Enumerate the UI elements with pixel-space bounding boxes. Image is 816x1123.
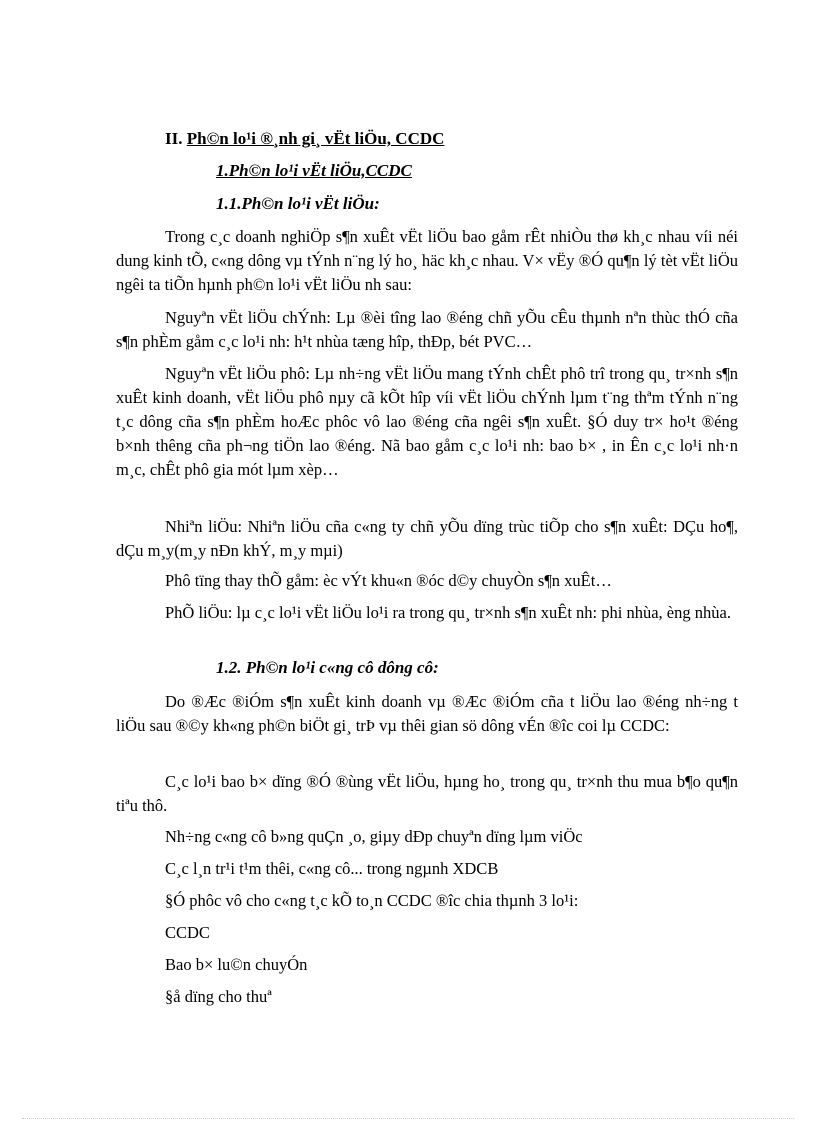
section-title-text: Ph©n lo¹i ®¸nh gi¸ vËt liÖu, CCDC bbox=[186, 129, 445, 148]
paragraph-tools-intro: Do ®Æc ®iÓm s¶n xuÊt kinh doanh vµ ®Æc ®iÓm cña t liÖu lao ®éng nh÷ng t liÖu sau ®©y kh«ng ph©n biÖt gi¸ trÞ vµ thêi gian sö dông vÉn ®îc coi lµ CCDC: bbox=[116, 692, 738, 735]
subsection-title-text: 1.Ph©n lo¹i vËt liÖu,CCDC bbox=[216, 161, 412, 180]
list-item-rental-items: §å dïng cho thuª bbox=[165, 987, 272, 1006]
list-item-classification: §Ó phôc vô cho c«ng t¸c kÕ to¸n CCDC ®îc chia thµnh 3 lo¹i: bbox=[165, 891, 579, 910]
subsubsection-title-2: 1.2. Ph©n lo¹i c«ng cô dông cô: bbox=[216, 658, 439, 677]
section-number: II. bbox=[165, 129, 187, 148]
list-item-temporary-sheds: C¸c l¸n tr¹i t¹m thêi, c«ng cô... trong ngµnh XDCB bbox=[165, 859, 499, 878]
list-item-ccdc: CCDC bbox=[165, 923, 210, 942]
paragraph-main-materials: Nguyªn vËt liÖu chÝnh: Lµ ®èi tîng lao ®éng chñ yÕu cÊu thµnh nªn thùc thÓ cña s¶n phÈm gåm c¸c lo¹i nh: h¹t nhùa tæng hîp, thÐp, bét PVC… bbox=[116, 308, 738, 351]
subsection-title bbox=[216, 160, 412, 182]
list-item-work-clothing: Nh÷ng c«ng cô b»ng quÇn ¸o, giµy dÐp chuyªn dïng lµm viÖc bbox=[165, 827, 583, 846]
section-title bbox=[165, 128, 444, 150]
paragraph-packaging: C¸c lo¹i bao b× dïng ®Ó ®ùng vËt liÖu, hµng ho¸ trong qu¸ tr×nh thu mua b¶o qu¶n tiªu thô. bbox=[116, 772, 738, 815]
paragraph-scrap: PhÕ liÖu: lµ c¸c lo¹i vËt liÖu lo¹i ra trong qu¸ tr×nh s¶n xuÊt nh: phi nhùa, èng nhùa. bbox=[165, 603, 731, 622]
paragraph-spare-parts: Phô tïng thay thÕ gåm: èc vÝt khu«n ®óc d©y chuyÒn s¶n xuÊt… bbox=[165, 571, 612, 590]
paragraph-fuel: Nhiªn liÖu: Nhiªn liÖu cña c«ng ty chñ yÕu dïng trùc tiÕp cho s¶n xuÊt: DÇu ho¶, dÇu m¸y(m¸y nÐn khÝ, m¸y mµi) bbox=[116, 517, 738, 560]
subsubsection-title-1: 1.1.Ph©n lo¹i vËt liÖu: bbox=[216, 194, 380, 213]
paragraph-intro: Trong c¸c doanh nghiÖp s¶n xuÊt vËt liÖu bao gåm rÊt nhiÒu thø kh¸c nhau víi néi dung kinh tÕ, c«ng dông vµ tÝnh n¨ng lý ho¸ häc kh¸c nhau. V× vËy ®Ó qu¶n lý tèt vËt liÖu ngêi ta tiÕn hµnh ph©n lo¹i vËt liÖu nh sau: bbox=[116, 227, 738, 294]
paragraph-auxiliary-materials: Nguyªn vËt liÖu phô: Lµ nh÷ng vËt liÖu mang tÝnh chÊt phô trî trong qu¸ tr×nh s¶n xuÊt kinh doanh, vËt liÖu phô nµy cã kÕt hîp víi vËt liÖu chÝnh lµm t¨ng thªm tÝnh n¨ng t¸c dông cña s¶n phÈm hoÆc phôc vô lao ®éng cña ngêi s¶n xuÊt. §Ó duy tr× ho¹t ®éng b×nh thêng cña ph¬ng tiÖn lao ®éng. Nã bao gåm c¸c lo¹i nh: bao b× , in Ên c¸c lo¹i nh·n m¸c, chÊt phô gia mót lµm xèp… bbox=[116, 364, 738, 479]
list-item-rotating-packaging: Bao b× lu©n chuyÓn bbox=[165, 955, 308, 974]
page-bottom-rule bbox=[22, 1118, 794, 1119]
